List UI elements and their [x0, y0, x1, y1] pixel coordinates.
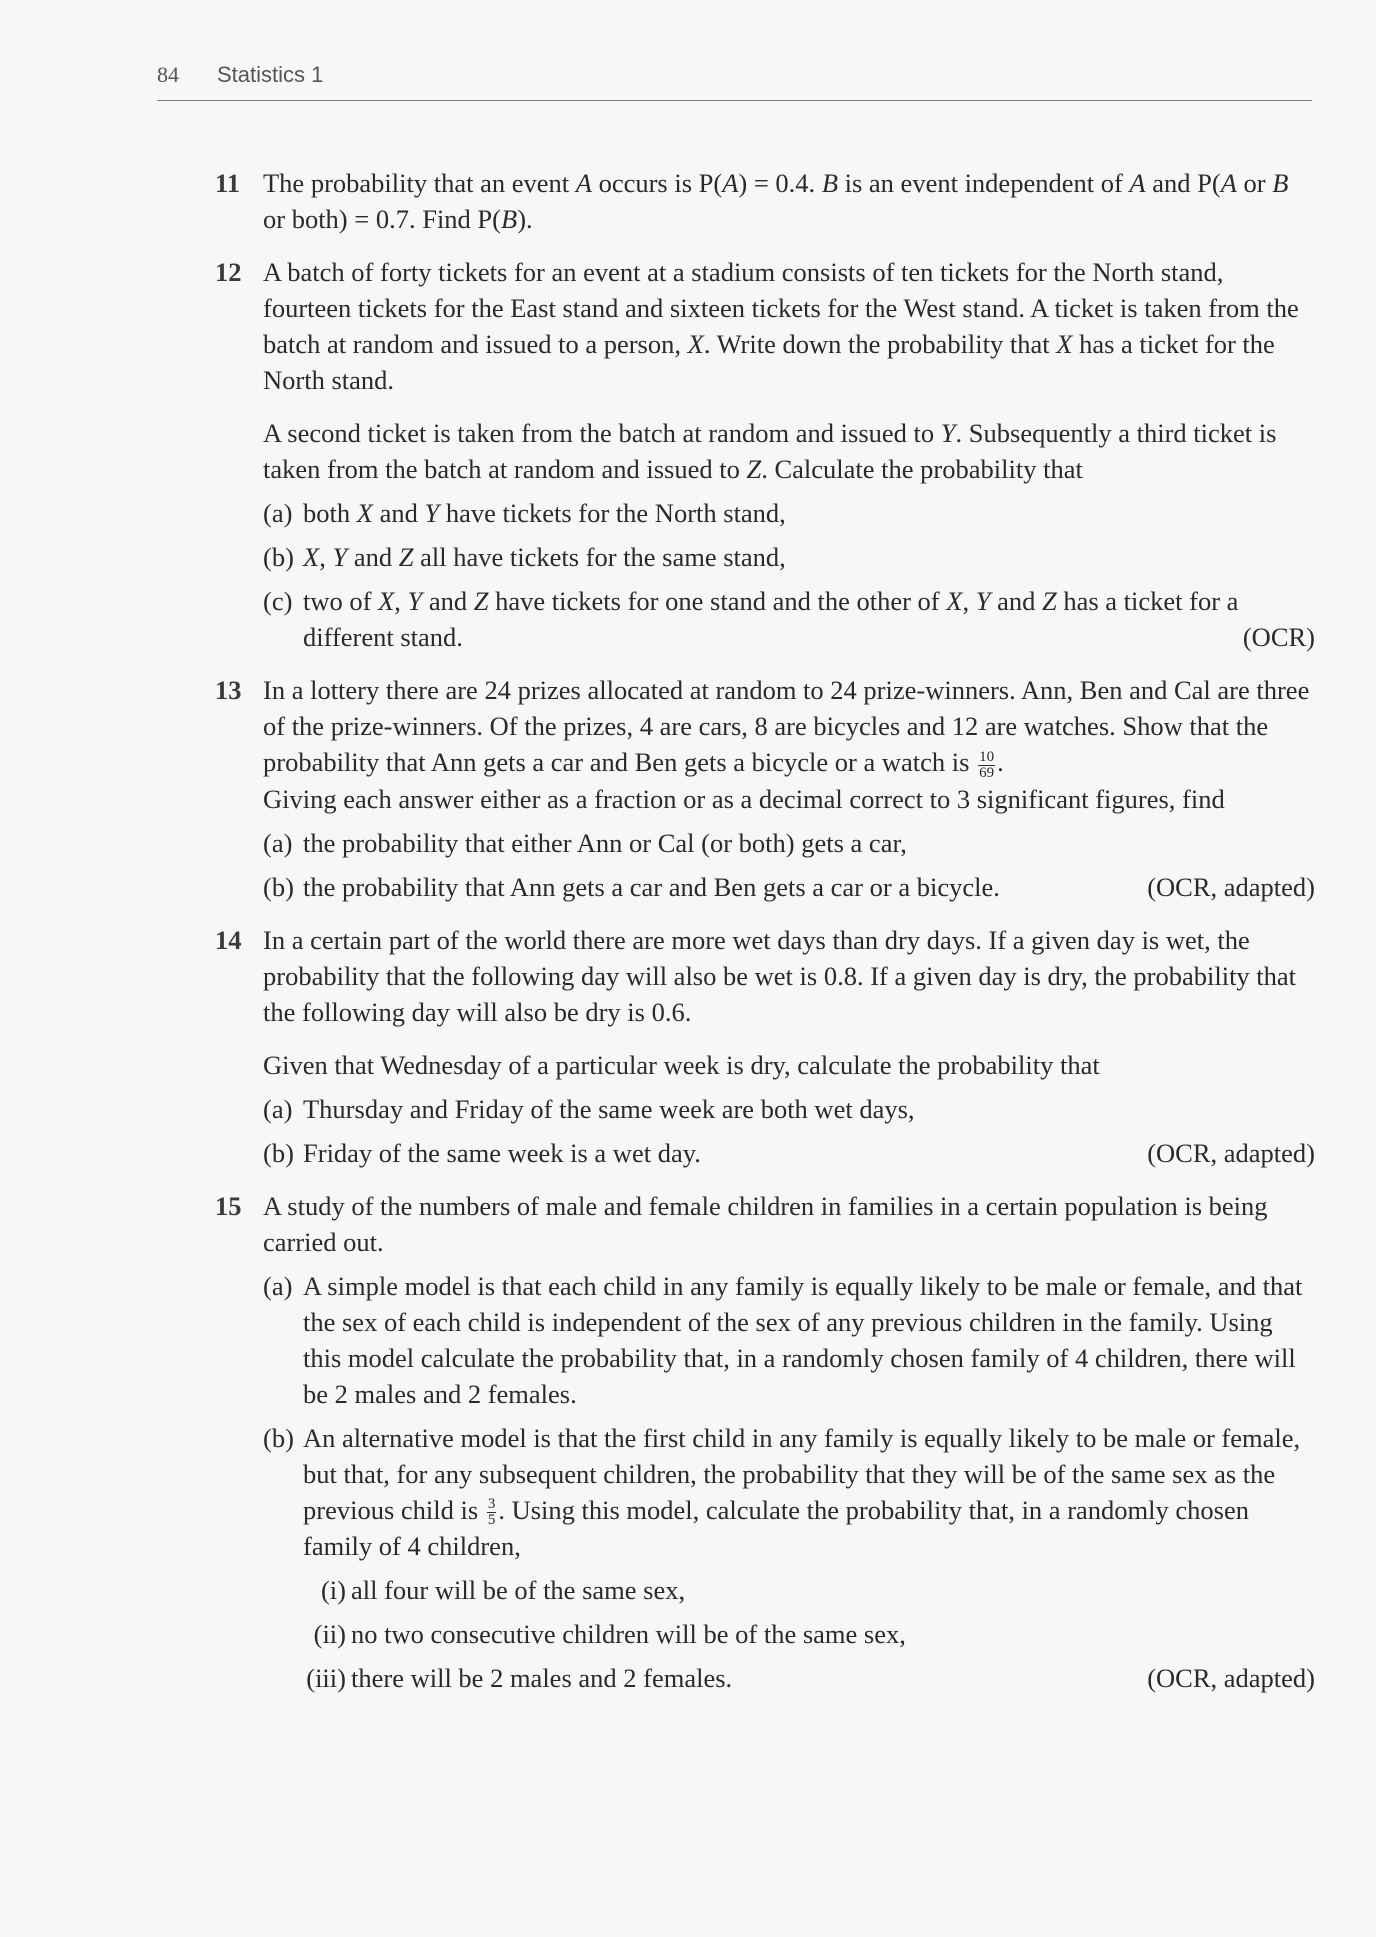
part-label: (a) [263, 827, 293, 858]
subpart-label: (ii) [313, 1619, 346, 1650]
problem-text: A batch of forty tickets for an event at a stadium consists of ten tickets for the North stand, fourteen tickets for the East stand and sixteen tickets for the West stand. A ticket is taken from the batch at random and issued to a person, X. Write down the probability that X has a ticket for the North stand. [263, 257, 1299, 395]
part-label: (c) [263, 586, 293, 616]
problem-number: 14 [215, 924, 242, 955]
source-citation: (OCR, adapted) [1147, 1663, 1315, 1694]
part-label: (b) [263, 1422, 294, 1453]
page-number: 84 [157, 62, 179, 87]
source-citation: (OCR) [1242, 622, 1315, 652]
problem-text-continued: A second ticket is taken from the batch at random and issued to Y. Subsequently a third ticket is taken from the batch at random and issued to Z. Calculate the probability that [263, 418, 1277, 484]
part-b: (b) Friday of the same week is a wet day. (OCR, adapted) [263, 1135, 1315, 1171]
part-b: (b) X, Y and Z all have tickets for the same stand, [263, 539, 1315, 575]
problem-text: In a certain part of the world there are more wet days than dry days. If a given day is wet, the probability that the following day will also be wet is 0.8. If a given day is dry, the probability that the following day will also be dry is 0.6. [263, 924, 1297, 1027]
part-b: (b) An alternative model is that the first child in any family is equally likely to be male or female, but that, for any subsequent children, the probability that they will be of the same sex as the previous child is $\frac{3}{5}$ . Using this model, calculate the probability that, in a randomly chosen family of 4 children, [263, 1420, 1315, 1565]
part-a: (a) the probability that either Ann or Cal (or both) gets a car, [263, 825, 1315, 861]
part-label: (a) [263, 1093, 293, 1124]
problem-13 [215, 672, 1315, 905]
part-a: (a) both X and Y have tickets for the North stand, [263, 495, 1315, 531]
problem-15 [215, 1188, 1315, 1697]
problem-number: 13 [215, 675, 242, 705]
subpart-ii: (ii) no two consecutive children will be of the same sex, [303, 1616, 1315, 1652]
subpart-label: (i) [320, 1575, 346, 1606]
part-c: (c) two of X, Y and Z have tickets for one stand and the other of X, Y and Z has a ticket for a different stand. (OCR) [263, 583, 1315, 655]
subpart-label: (iii) [306, 1663, 346, 1694]
problem-text: In a lottery there are 24 prizes allocated at random to 24 prize-winners. Ann, Ben and Cal are three of the prize-winners. Of the prizes, 4 are cars, 8 are bicycles and 12 are watches. Show that the probability that Ann gets a car and Ben gets a bicycle or a watch is $\frac{10}{69}$ . Giving each answer either as a fraction or as a decimal correct to 3 significant figures, find [263, 675, 1310, 814]
part-label: (b) [263, 542, 294, 572]
problem-text-continued: Given that Wednesday of a particular week is dry, calculate the probability that [263, 1049, 1100, 1080]
exercise-list [215, 165, 1315, 1713]
part-a: (a) Thursday and Friday of the same week are both wet days, [263, 1091, 1315, 1127]
running-head: Statistics 1 [217, 62, 324, 87]
problem-number: 12 [215, 257, 242, 287]
problem-number: 15 [215, 1190, 242, 1221]
part-label: (b) [263, 871, 294, 902]
part-label: (a) [263, 498, 293, 528]
problem-number: 11 [215, 168, 241, 198]
problem-11 [215, 165, 1315, 237]
source-citation: (OCR, adapted) [1147, 871, 1315, 902]
problem-text: A study of the numbers of male and female children in families in a certain population is being carried out. [263, 1190, 1268, 1257]
problem-14 [215, 922, 1315, 1171]
part-label: (b) [263, 1137, 294, 1168]
subpart-iii: (iii) there will be 2 males and 2 females. (OCR, adapted) [303, 1660, 1315, 1696]
problem-12 [215, 254, 1315, 655]
part-b: (b) the probability that Ann gets a car and Ben gets a car or a bicycle. (OCR, adapted) [263, 869, 1315, 905]
part-a: (a) A simple model is that each child in any family is equally likely to be male or female, and that the sex of each child is independent of the sex of any previous children in the family. Using this model calculate the probability that, in a randomly chosen family of 4 children, there will be 2 males and 2 females. [263, 1268, 1315, 1412]
fraction: $\frac{10}{69}$ [979, 748, 995, 781]
fraction: $\frac{3}{5}$ [487, 1496, 496, 1529]
page-header [157, 60, 1312, 101]
problem-text: The probability that an event A occurs is P(A) = 0.4. B is an event independent of A and P(A or B or both) = 0.7. Find P(B). [263, 168, 1289, 234]
subpart-i: (i) all four will be of the same sex, [303, 1572, 1315, 1608]
part-label: (a) [263, 1270, 293, 1301]
source-citation: (OCR, adapted) [1147, 1137, 1315, 1168]
